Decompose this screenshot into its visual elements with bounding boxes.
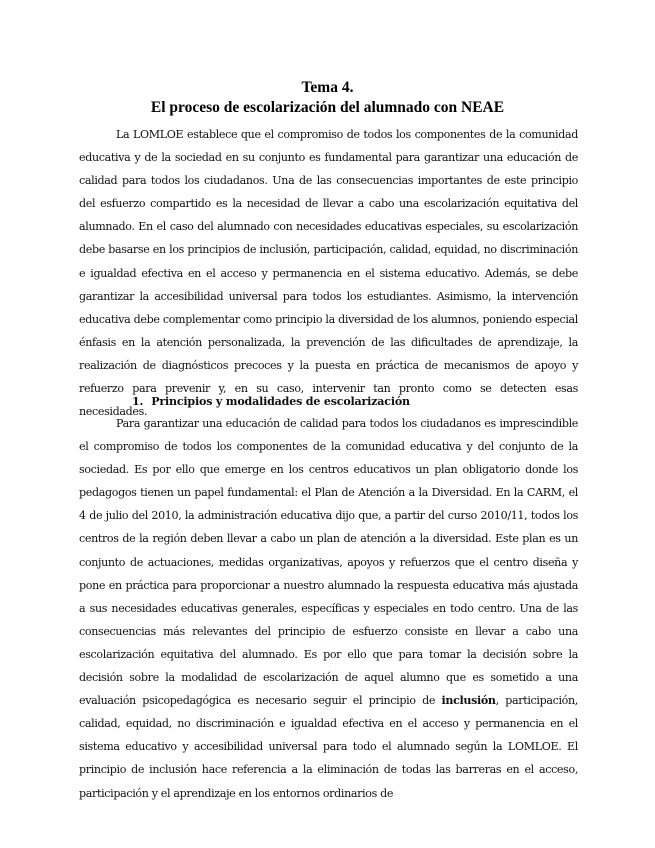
section-paragraph-part2: , participación, calidad, equidad, no discriminación e igualdad efectiva en el acceso y permanencia en el sistema educativo y accesibilidad universal para todo el alumnado según la LOMLOE. El principio de inclusión hace referencia a la eliminación de todas las barreras en el acceso, participación y el aprendizaje en los entornos ordinarios de bbox=[79, 694, 578, 800]
intro-paragraph-block bbox=[79, 123, 578, 423]
section-paragraph bbox=[79, 412, 578, 805]
section-heading-text: Principios y modalidades de escolarización bbox=[151, 395, 410, 408]
section-paragraph-block bbox=[79, 412, 578, 805]
bold-keyword: inclusión bbox=[441, 694, 496, 708]
section-paragraph-part1: Para garantizar una educación de calidad para todos los ciudadanos es imprescindible el compromiso de todos los componentes de la comunidad educativa y del conjunto de la sociedad. Es por ello que emerge en los centros educativos un plan obligatorio donde los pedagogos tienen un papel fundamental: el Plan de Atención a la Diversidad. En la CARM, el 4 de julio del 2010, la administración educativa dijo que, a partir del curso 2010/11, todos los centros de la región deben llevar a cabo un plan de atención a la diversidad. Este plan es un conjunto de actuaciones, medidas organizativas, apoyos y refuerzos que el centro diseña y pone en práctica para proporcionar a nuestro alumnado la respuesta educativa más ajustada a sus necesidades educativas generales, específicas y especiales en todo centro. Una de las consecuencias más relevantes del principio de esfuerzo consiste en llevar a cabo una escolarización equitativa del alumnado. Es por ello que para tomar la decisión sobre la decisión sobre la modalidad de escolarización de aquel alumno que es sometido a una evaluación psicopedagógica es necesario seguir el principio de bbox=[79, 417, 578, 708]
document-title-number: Tema 4. bbox=[301, 79, 354, 96]
document-title: El proceso de escolarización del alumnado con NEAE bbox=[150, 99, 505, 116]
section-heading bbox=[132, 390, 410, 413]
intro-paragraph: La LOMLOE establece que el compromiso de todos los componentes de la comunidad educativa y de la sociedad en su conjunto es fundamental para garantizar una educación de calidad para todos los ciudadanos. Una de las consecuencias importantes de este principio del esfuerzo compartido es la necesidad de llevar a cabo una escolarización equitativa del alumnado. En el caso del alumnado con necesidades educativas especiales, su escolarización debe basarse en los principios de inclusión, participación, calidad, equidad, no discriminación e igualdad efectiva en el acceso y permanencia en el sistema educativo. Además, se debe garantizar la accesibilidad universal para todos los estudiantes. Asimismo, la intervención educativa debe complementar como principio la diversidad de los alumnos, poniendo especial énfasis en la atención personalizada, la prevención de las dificultades de aprendizaje, la realización de diagnósticos precoces y la puesta en práctica de mecanismos de apoyo y refuerzo para prevenir y, en su caso, intervenir tan pronto como se detecten esas necesidades. bbox=[79, 128, 578, 419]
section-number: 1. bbox=[132, 395, 144, 408]
